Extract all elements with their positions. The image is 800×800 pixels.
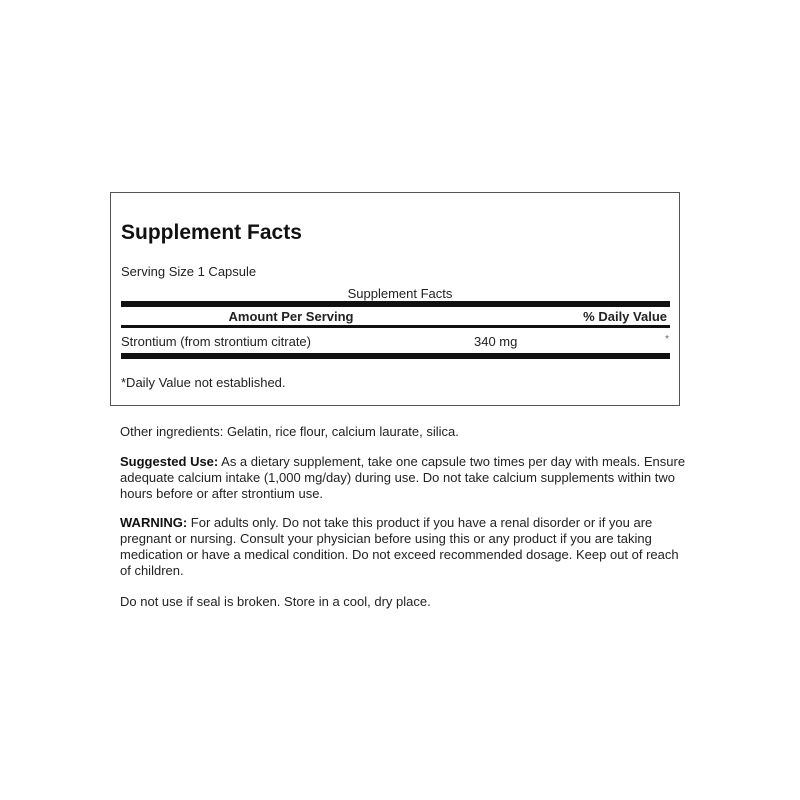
warning (120, 515, 690, 579)
serving-size: Serving Size 1 Capsule (121, 264, 257, 279)
nutrient-amount: 340 mg (474, 334, 518, 349)
divider (121, 325, 670, 328)
nutrient-name: Strontium (from strontium citrate) (121, 334, 311, 349)
other-ingredients: Other ingredients: Gelatin, rice flour, calcium laurate, silica. (120, 424, 459, 439)
suggested-use-text: As a dietary supplement, take one capsule two times per day with meals. Ensure adequate calcium intake (1,000 mg/day) during use. Do not take calcium supplements within two hours before or after strontium use. (120, 454, 686, 501)
warning-text: For adults only. Do not take this product if you have a renal disorder or if you are pregnant or nursing. Consult your physician before using this or any product if you are taking medication or have a medical condition. Do not exceed recommended dosage. Keep out of reach of children. (120, 515, 679, 578)
warning-label: WARNING: (120, 515, 188, 530)
suggested-use (120, 454, 690, 502)
storage-note: Do not use if seal is broken. Store in a cool, dry place. (120, 594, 431, 609)
footnote: *Daily Value not established. (121, 375, 286, 390)
table-row (121, 334, 669, 349)
table-caption: Supplement Facts (347, 286, 453, 301)
nutrient-dv: * (665, 334, 669, 345)
panel-title: Supplement Facts (121, 221, 302, 244)
supplement-facts-panel (110, 192, 680, 406)
thick-divider (121, 353, 670, 359)
thick-divider (121, 301, 670, 307)
suggested-use-label: Suggested Use: (120, 454, 219, 469)
amount-header: Amount Per Serving (228, 309, 354, 324)
daily-value-header: % Daily Value (583, 309, 667, 324)
